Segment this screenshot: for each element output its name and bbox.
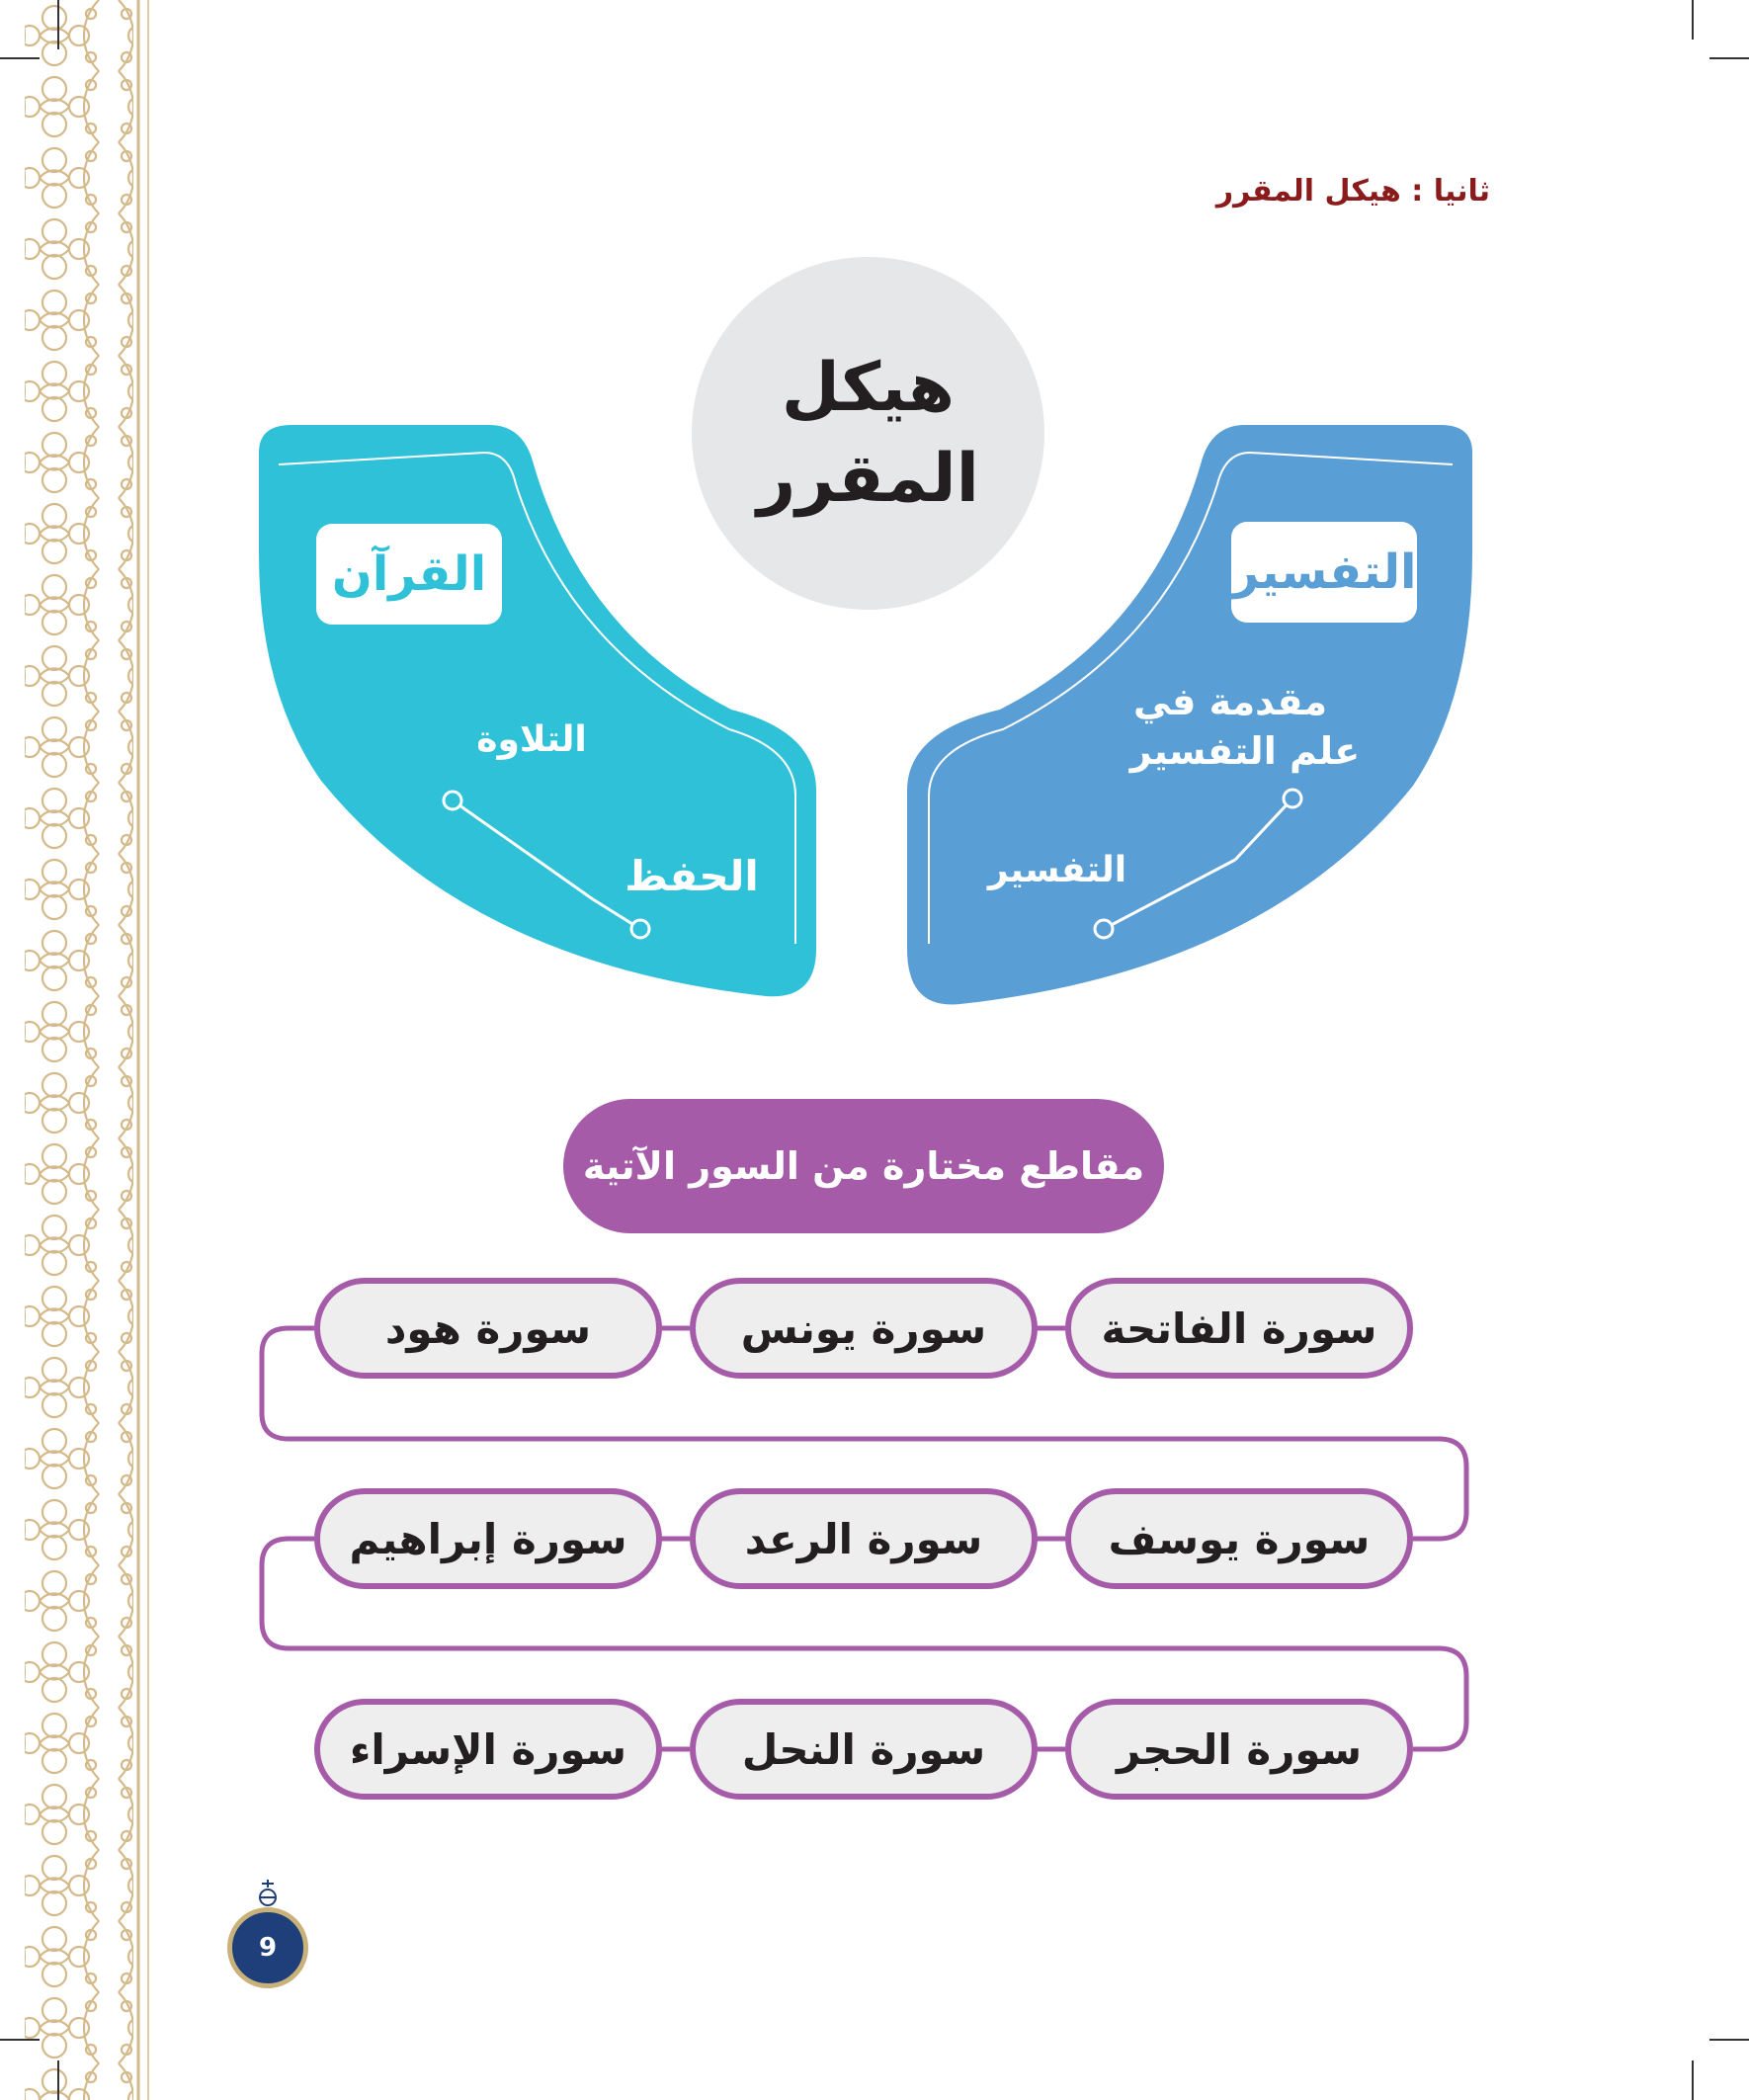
surah-box: سورة النحل	[690, 1699, 1038, 1800]
crown-ornament-icon	[251, 1878, 285, 1911]
section-heading: ثانيا : هيكل المقرر	[1215, 174, 1490, 209]
surah-box: سورة الرعد	[690, 1488, 1038, 1589]
surah-box: سورة الإسراء	[314, 1699, 662, 1800]
surahs-heading: مقاطع مختارة من السور الآتية	[563, 1099, 1164, 1233]
quran-item-recitation: التلاوة	[476, 719, 587, 760]
page-number: 9	[227, 1907, 308, 1988]
center-title-line2: المقرر	[757, 439, 979, 518]
surah-box: سورة يونس	[690, 1278, 1038, 1379]
tafsir-item-intro-line2: علم التفسير	[1129, 729, 1361, 773]
surah-box: سورة هود	[314, 1278, 662, 1379]
tafsir-item-intro-line1: مقدمة في	[1133, 680, 1327, 723]
quran-item-memorization: الحفظ	[625, 852, 759, 900]
surah-box: سورة الفاتحة	[1065, 1278, 1413, 1379]
quran-title: القرآن	[331, 546, 487, 602]
surah-box: سورة الحجر	[1065, 1699, 1413, 1800]
surah-box: سورة يوسف	[1065, 1488, 1413, 1589]
surah-box: سورة إبراهيم	[314, 1488, 662, 1589]
center-title-line1: هيكل	[781, 348, 956, 427]
tafsir-title: التفسير	[1231, 545, 1417, 600]
tafsir-item-tafsir: التفسير	[987, 850, 1127, 890]
